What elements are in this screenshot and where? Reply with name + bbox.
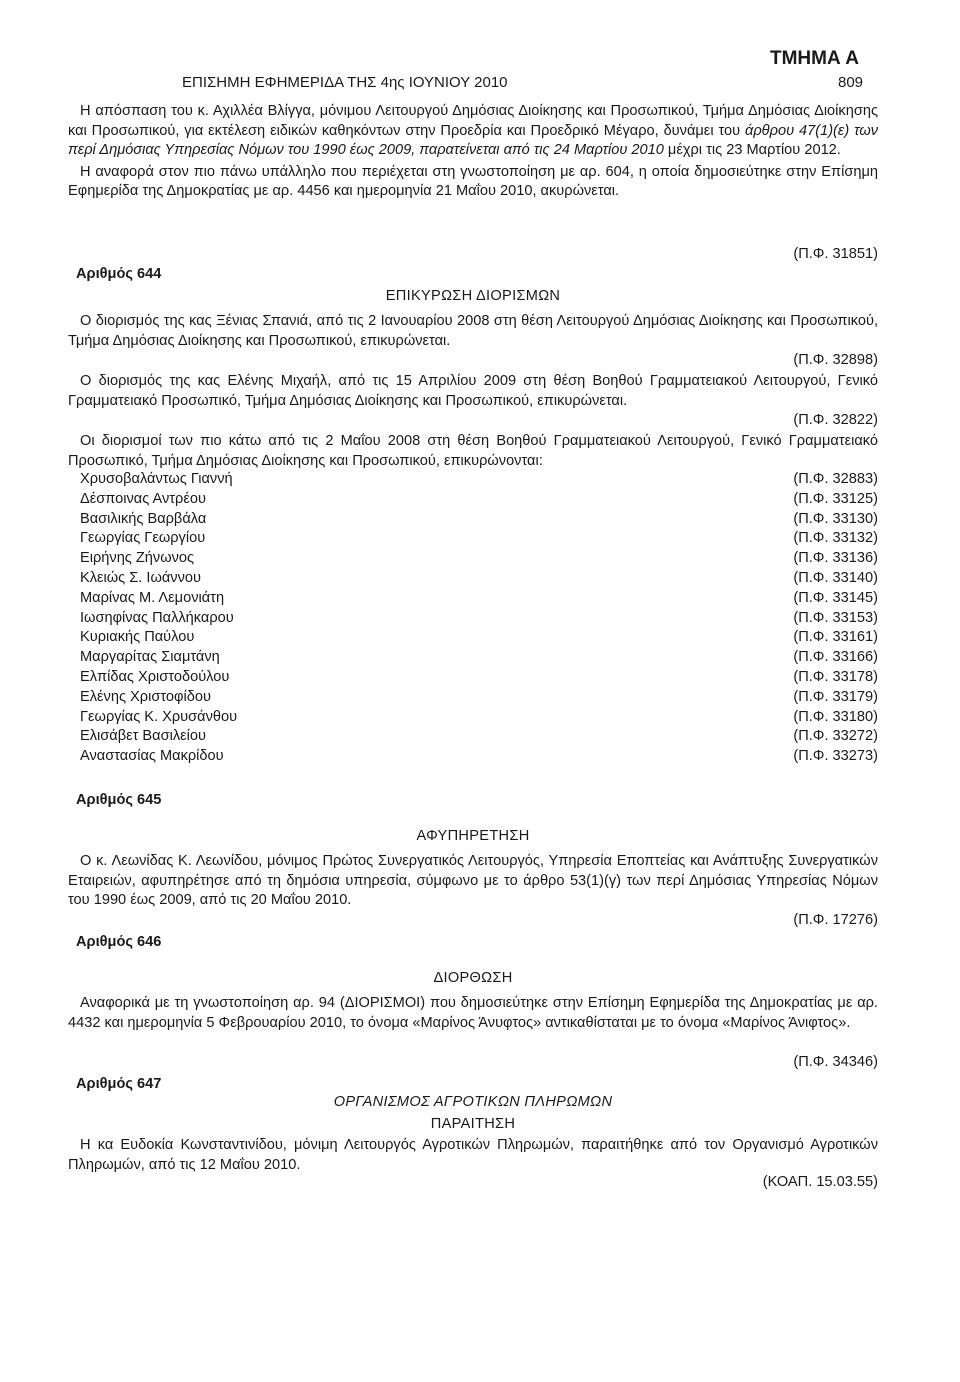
article-644-paragraph-1: Ο διορισμός της κας Ξένιας Σπανιά, από τις 2 Ιανουαρίου 2008 στη θέση Λειτουργού Δημόσιας Διοίκησης και Προσωπικού, Τμήμα Δημόσιας Διοίκησης και Προσωπικού, επικυρώνεται. <box>68 313 878 349</box>
section-label: ΤΜΗΜΑ Α <box>770 48 859 69</box>
intro-text-a: Η απόσπαση του κ. Αχιλλέα Βλίγγα, μόνιμου Λειτουργού Δημόσιας Διοίκησης και Προσωπικού, Τμήμα Δημόσιας Διοίκησης και Προσωπικού, για εκτέλεση ειδικών καθηκόντων στην Προεδρία και Προεδρικό Μέγαρο, δυνάμει του <box>68 103 878 139</box>
article-644-reference-1: (Π.Φ. 32898) <box>793 352 878 368</box>
article-645-title: ΑΦΥΠΗΡΕΤΗΣΗ <box>416 828 530 844</box>
article-646-body <box>68 994 878 1033</box>
appointees-list <box>68 470 878 767</box>
article-644-body-2 <box>68 372 878 411</box>
article-644-body-1 <box>68 312 878 351</box>
list-item: Δέσποινας Αντρέου (Π.Φ. 33125) <box>80 490 878 507</box>
list-item: Ειρήνης Ζήνωνος (Π.Φ. 33136) <box>80 550 878 567</box>
article-number-647: Αριθμός 647 <box>76 1076 162 1092</box>
article-number-644: Αριθμός 644 <box>76 266 162 282</box>
article-647-title: ΠΑΡΑΙΤΗΣΗ <box>430 1116 516 1132</box>
article-646-title: ΔΙΟΡΘΩΣΗ <box>433 970 513 986</box>
article-644-body-3 <box>68 432 878 471</box>
list-item: Ελισάβετ Βασιλείου (Π.Φ. 33272) <box>80 728 878 745</box>
list-item: Κλειώς Σ. Ιωάννου (Π.Φ. 33140) <box>80 569 878 586</box>
intro-paragraph-1 <box>68 102 878 161</box>
article-646-paragraph: Αναφορικά με τη γνωστοποίηση αρ. 94 (ΔΙΟΡΙΣΜΟΙ) που δημοσιεύτηκε στην Επίσημη Εφημερίδα της Δημοκρατίας με αρ. 4432 και ημερομηνία 5 Φεβρουαρίου 2010, το όνομα «Μαρίνος Άνυφτος» αντικαθίσταται με το όνομα «Μαρίνος Άνιφτος». <box>68 995 878 1031</box>
page-number: 809 <box>838 74 864 91</box>
article-645-body <box>68 852 878 911</box>
intro-section <box>68 102 878 202</box>
article-number-646: Αριθμός 646 <box>76 934 162 950</box>
list-item: Ιωσηφίνας Παλλήκαρου (Π.Φ. 33153) <box>80 609 878 626</box>
article-647-paragraph: Η κα Ευδοκία Κωνσταντινίδου, μόνιμη Λειτουργός Αγροτικών Πληρωμών, παραιτήθηκε από τον Οργανισμό Αγροτικών Πληρωμών, από τις 12 Μαΐου 2010. <box>68 1137 878 1173</box>
article-645-reference: (Π.Φ. 17276) <box>793 912 878 928</box>
list-item: Ελένης Χριστοφίδου (Π.Φ. 33179) <box>80 688 878 705</box>
list-item: Αναστασίας Μακρίδου (Π.Φ. 33273) <box>80 748 878 765</box>
list-item: Χρυσοβαλάντως Γιαννή (Π.Φ. 32883) <box>80 471 878 487</box>
article-644-reference-2: (Π.Φ. 32822) <box>793 412 878 428</box>
list-item: Ελπίδας Χριστοδούλου (Π.Φ. 33178) <box>80 668 878 685</box>
intro-paragraph-2: Η αναφορά στον πιο πάνω υπάλληλο που περιέχεται στη γνωστοποίηση με αρ. 604, η οποία δημοσιεύτηκε στην Επίσημη Εφημερίδα της Δημοκρατίας με αρ. 4456 και ημερομηνία 21 Μαΐου 2010, ακυρώνεται. <box>68 163 878 200</box>
article-number-645: Αριθμός 645 <box>76 792 162 808</box>
intro-reference: (Π.Φ. 31851) <box>793 246 878 262</box>
article-644-title: ΕΠΙΚΥΡΩΣΗ ΔΙΟΡΙΣΜΩΝ <box>385 288 561 304</box>
article-647-reference: (ΚΟΑΠ. 15.03.55) <box>762 1174 878 1190</box>
list-item: Γεωργίας Κ. Χρυσάνθου (Π.Φ. 33180) <box>80 708 878 725</box>
list-item: Βασιλικής Βαρβάλα (Π.Φ. 33130) <box>80 510 878 527</box>
article-646-reference: (Π.Φ. 34346) <box>793 1054 878 1070</box>
article-645-paragraph: Ο κ. Λεωνίδας Κ. Λεωνίδου, μόνιμος Πρώτος Συνεργατικός Λειτουργός, Υπηρεσία Εποπτείας και Ανάπτυξης Συνεργατικών Εταιρειών, αφυπηρέτησε από τη δημόσια υπηρεσία, σύμφωνο με το άρθρο 53(1)(γ) των περί Δημόσιας Υπηρεσίας Νόμων του 1990 έως 2009, από τις 20 Μαΐου 2010. <box>68 853 878 909</box>
list-item: Μαργαρίτας Σιαμτάνη (Π.Φ. 33166) <box>80 649 878 666</box>
article-644-paragraph-2: Ο διορισμός της κας Ελένης Μιχαήλ, από τις 15 Απριλίου 2009 στη θέση Βοηθού Γραμματειακού Λειτουργού, Γενικό Γραμματειακό Προσωπικό, Τμήμα Δημόσιας Διοίκησης και Προσωπικού, επικυρώνεται. <box>68 373 878 409</box>
gazette-header-title: ΕΠΙΣΗΜΗ ΕΦΗΜΕΡΙΔΑ ΤΗΣ 4ης ΙΟΥΝΙΟΥ 2010 <box>182 74 508 91</box>
list-item: Μαρίνας Μ. Λεμονιάτη (Π.Φ. 33145) <box>80 589 878 606</box>
article-644-paragraph-3: Οι διορισμοί των πιο κάτω από τις 2 Μαΐου 2008 στη θέση Βοηθού Γραμματειακού Λειτουργού, Γενικό Γραμματειακό Προσωπικό, Τμήμα Δημόσιας Διοίκησης και Προσωπικού, επικυρώνονται: <box>68 433 878 469</box>
intro-text-italic: άρθρου 47(1)(ε) των περί Δημόσιας Υπηρεσίας Νόμων του 1990 έως 2009, παρατείνεται από τις 24 Μαρτίου 2010 <box>68 122 878 159</box>
article-647-body <box>68 1136 878 1175</box>
intro-text-b: μέχρι τις 23 Μαρτίου 2012. <box>663 142 841 159</box>
article-647-organisation: ΟΡΓΑΝΙΣΜΟΣ ΑΓΡΟΤΙΚΩΝ ΠΛΗΡΩΜΩΝ <box>333 1094 613 1110</box>
list-item: Γεωργίας Γεωργίου (Π.Φ. 33132) <box>80 530 878 547</box>
list-item: Κυριακής Παύλου (Π.Φ. 33161) <box>80 629 878 646</box>
